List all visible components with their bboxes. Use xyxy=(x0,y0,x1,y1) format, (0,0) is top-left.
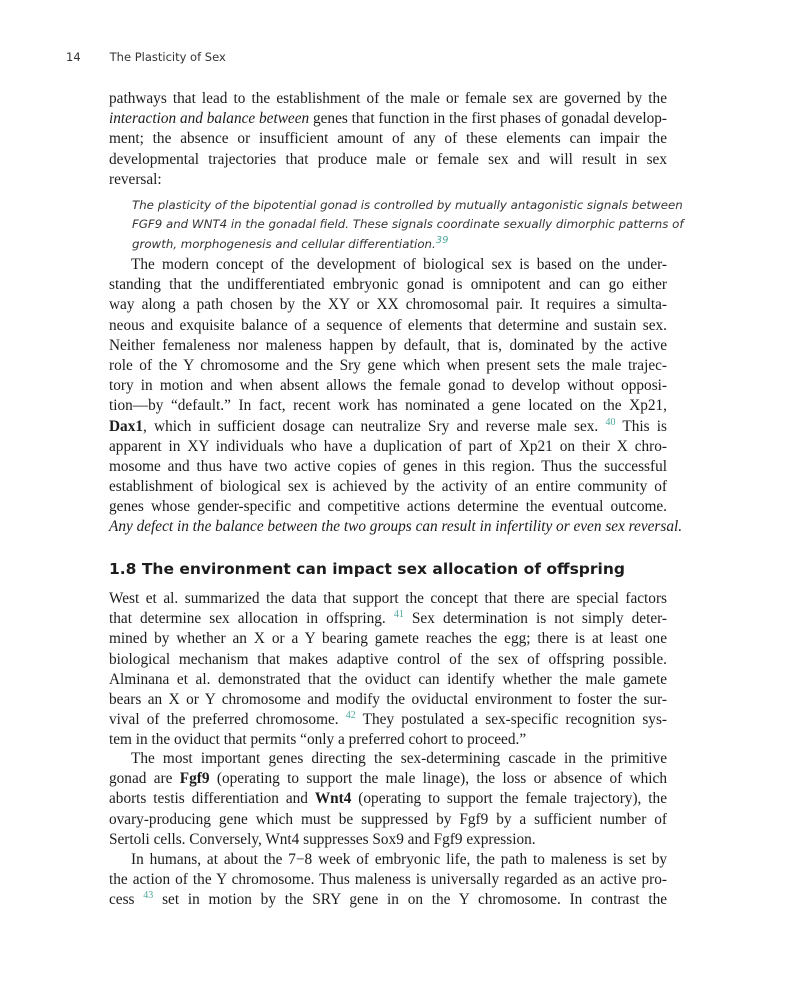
text-span: They postulated a sex-specific recognition sys- xyxy=(355,711,667,729)
gene-name: Fgf9 xyxy=(179,770,210,788)
emphasis: interaction and balance between xyxy=(109,110,310,128)
text-line: Alminana et al. demonstrated that the oviduct can identify whether the male gamete xyxy=(109,670,667,688)
text-line: In humans, at about the 7−8 week of embryonic life, the path to maleness is set by xyxy=(131,851,667,868)
text-line xyxy=(109,789,667,809)
text-line: apparent in XY individuals who have a duplication of part of Xp21 on their X chro- xyxy=(109,437,667,455)
text-span: , which in sufficient dosage can neutralize Sry and reverse male sex. xyxy=(143,417,599,435)
quote-line: FGF9 and WNT4 in the gonadal field. These signals coordinate sexually dimorphic patterns of xyxy=(132,217,684,232)
quote-line: The plasticity of the bipotential gonad is controlled by mutually antagonistic signals between xyxy=(132,198,683,212)
gene-name: Wnt4 xyxy=(314,790,352,808)
section-heading: 1.8 The environment can impact sex allocation of offspring xyxy=(109,560,625,578)
citation-link[interactable]: 43 xyxy=(143,890,154,902)
running-header xyxy=(66,50,734,64)
text-span: (operating to support the male linage), the loss or absence of which xyxy=(209,770,667,788)
emphasis: Any defect in the balance between the two groups can result in infertility or even sex reversal. xyxy=(109,518,683,536)
text-span: vival of the preferred chromosome. xyxy=(109,711,339,729)
text-span: This is xyxy=(615,417,667,435)
running-title: The Plasticity of Sex xyxy=(109,50,226,64)
gene-name: Dax1 xyxy=(109,417,143,435)
paragraph-1 xyxy=(109,89,667,190)
citation-link[interactable]: 40 xyxy=(605,416,616,428)
text-span: aborts testis differentiation and xyxy=(109,790,315,808)
text-line: developmental trajectories that produce male or female sex and will result in sex xyxy=(109,150,667,168)
paragraph-5 xyxy=(109,850,667,911)
text-line: biological mechanism that makes adaptive control of the sex of offspring possible. xyxy=(109,650,667,668)
text-line xyxy=(109,517,683,537)
text-line: neous and exquisite balance of a sequence of elements that determine and sustain sex. xyxy=(109,316,667,334)
text-line xyxy=(109,609,667,629)
text-line: reversal: xyxy=(109,170,162,188)
text-span: (operating to support the female trajectory), the xyxy=(351,790,667,808)
text-line: standing that the undifferentiated embryonic gonad is omnipotent and can go either xyxy=(109,276,667,294)
text-line: bears an X or Y chromosome and modify the oviductal environment to foster the sur- xyxy=(109,690,667,708)
page-number: 14 xyxy=(66,50,81,64)
text-line xyxy=(109,710,667,730)
citation-link[interactable]: 39 xyxy=(435,234,449,246)
text-line xyxy=(109,890,667,910)
text-line: establishment of biological sex is achieved by the activity of an entire community of xyxy=(109,478,667,496)
text-line xyxy=(109,769,667,789)
text-line: pathways that lead to the establishment of the male or female sex are governed by the xyxy=(109,90,667,107)
text-line xyxy=(109,417,667,437)
paragraph-4 xyxy=(109,749,667,850)
text-line: ment; the absence or insufficient amount of any of these elements can impair the xyxy=(109,130,667,148)
quote-line xyxy=(132,235,647,254)
text-line: way along a path chosen by the XY or XX chromosomal pair. It requires a simulta- xyxy=(109,296,667,314)
text-line: ovary-producing gene which must be suppressed by Fgf9 by a sufficient number of xyxy=(109,810,667,828)
text-line: tem in the oviduct that permits “only a preferred cohort to proceed.” xyxy=(109,731,527,749)
text-line: mined by whether an X or a Y bearing gamete reaches the egg; there is at least one xyxy=(109,630,667,648)
text-line: tory in motion and when absent allows the female gonad to develop without opposi- xyxy=(109,377,667,395)
text-line: West et al. summarized the data that support the concept that there are special factors xyxy=(109,590,667,607)
text-span: growth, morphogenesis and cellular differentiation. xyxy=(132,236,436,251)
text-line: The most important genes directing the sex-determining cascade in the primitive xyxy=(131,750,667,767)
block-quote xyxy=(132,196,684,254)
text-line: genes whose gender-specific and competitive actions determine the eventual outcome. xyxy=(109,498,667,516)
text-line: role of the Y chromosome and the Sry gene which when present sets the male trajec- xyxy=(109,356,667,374)
paragraph-3 xyxy=(109,589,667,751)
text-span: that determine sex allocation in offspring. xyxy=(109,610,386,628)
citation-link[interactable]: 41 xyxy=(393,609,404,621)
text-line: the action of the Y chromosome. Thus maleness is universally regarded as an active pro- xyxy=(109,871,667,889)
text-line: The modern concept of the development of biological sex is based on the under- xyxy=(131,256,667,273)
text-line: Neither femaleness nor maleness happen by default, that is, dominated by the active xyxy=(109,336,667,354)
text-span: set in motion by the SRY gene in on the Y chromosome. In contrast the xyxy=(153,891,668,909)
paragraph-2 xyxy=(109,255,683,538)
text-span: Sex determination is not simply deter- xyxy=(403,610,668,628)
text-line xyxy=(109,109,667,129)
text-line: mosome and thus have two active copies of genes in this region. Thus the successful xyxy=(109,457,667,475)
text-span: gonad are xyxy=(109,770,180,788)
citation-link[interactable]: 42 xyxy=(345,710,356,722)
text-span: cess xyxy=(109,891,135,909)
text-line: tion—by “default.” In fact, recent work has nominated a gene located on the Xp21, xyxy=(109,397,667,415)
text-line: Sertoli cells. Conversely, Wnt4 suppresses Sox9 and Fgf9 expression. xyxy=(109,830,536,848)
text-span: genes that function in the first phases of gonadal develop- xyxy=(309,110,667,128)
